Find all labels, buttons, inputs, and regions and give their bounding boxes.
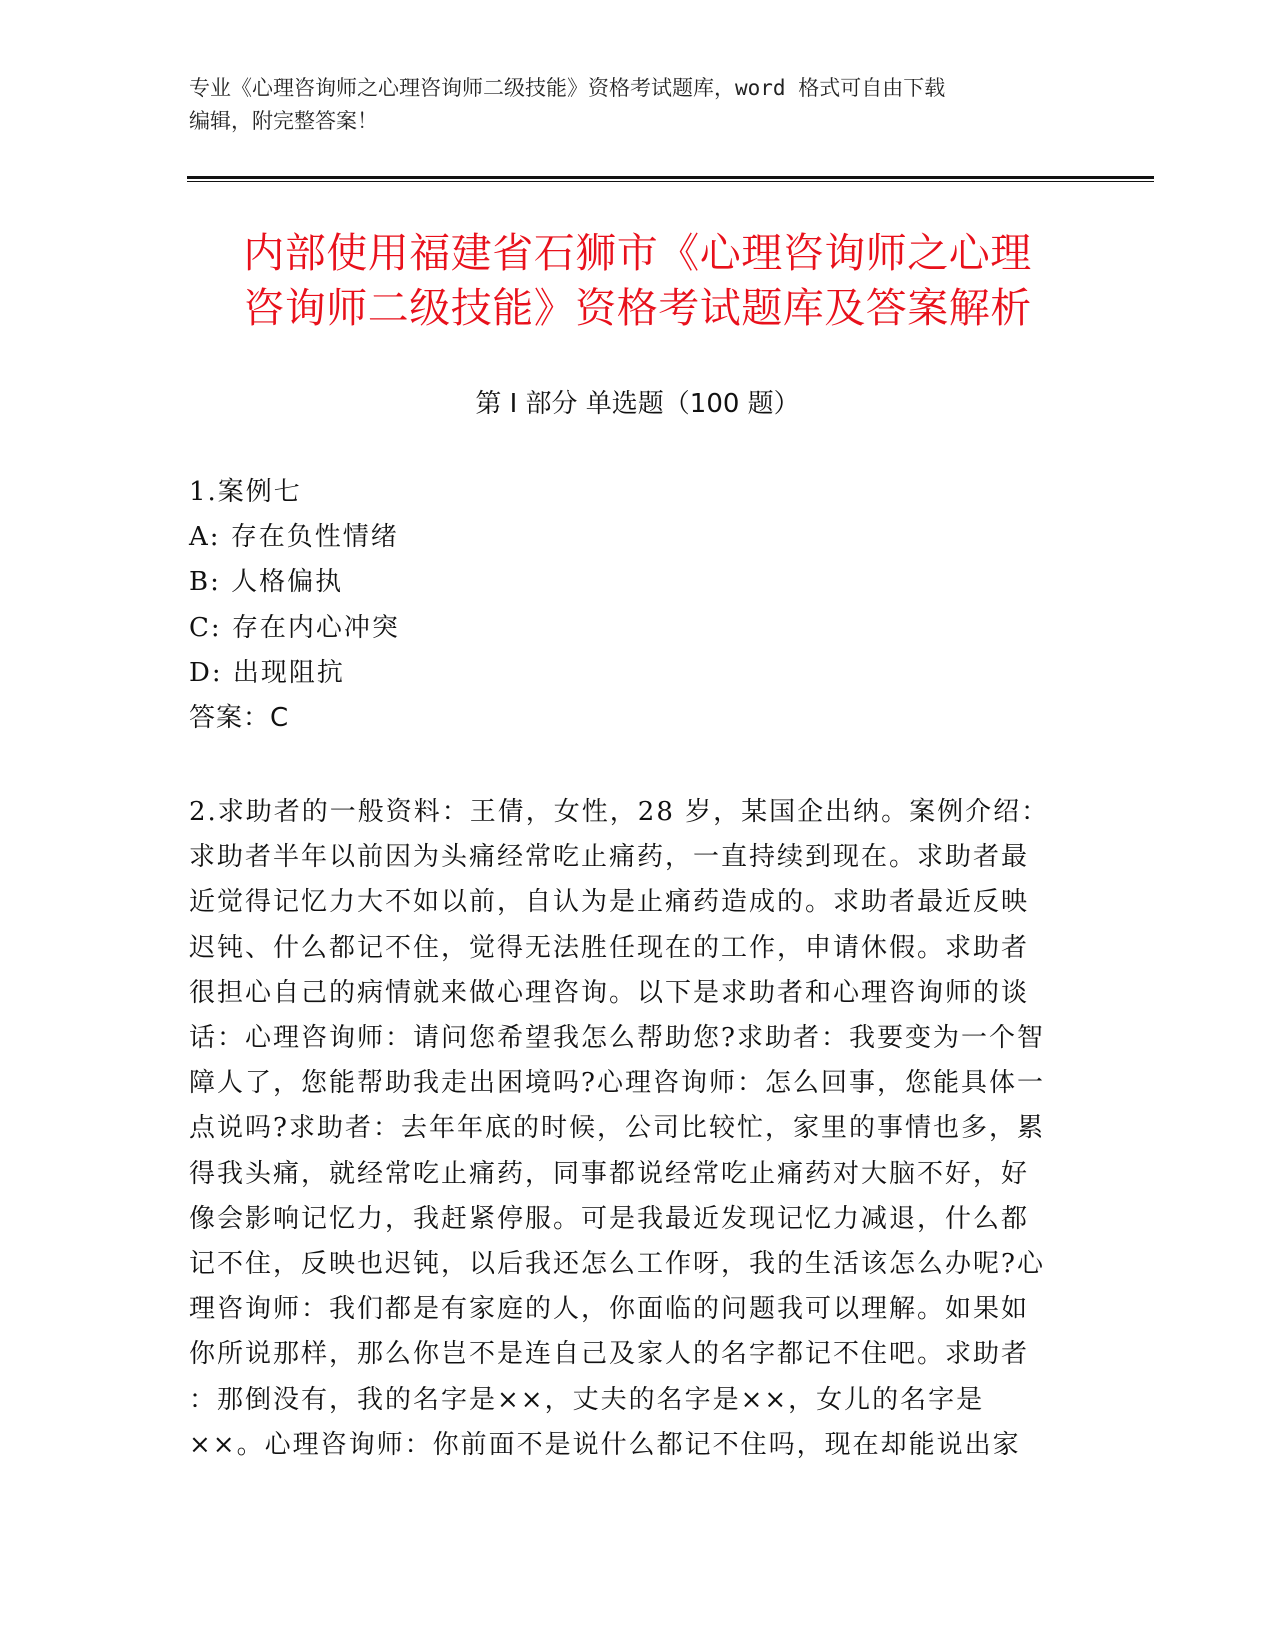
question-text-line: ××。心理咨询师：你前面不是说什么都记不住吗，现在却能说出家 (189, 1429, 1021, 1460)
document-title (150, 226, 1125, 336)
question-text-line: 话：心理咨询师：请问您希望我怎么帮助您?求助者：我要变为一个智 (189, 1023, 1045, 1054)
option-d: D: 出现阻抗 (189, 657, 345, 688)
question-stem: 1.案例七 (189, 477, 302, 507)
question-text-line: 理咨询师：我们都是有家庭的人，你面临的问题我可以理解。如果如 (189, 1294, 1030, 1325)
document-title-line-1: 内部使用福建省石狮市《心理咨询师之心理 (243, 229, 1032, 277)
document-header-note (189, 72, 1069, 138)
question-text-line: 近觉得记忆力大不如以前，自认为是止痛药造成的。求助者最近反映 (189, 887, 1030, 918)
header-divider-thick (187, 176, 1154, 179)
question-text-line: ：那倒没有，我的名字是××，丈夫的名字是××，女儿的名字是 (189, 1384, 985, 1415)
document-title-line-2: 咨询师二级技能》资格考试题库及答案解析 (243, 284, 1032, 332)
section-heading: 第 I 部分 单选题（100 题） (475, 389, 800, 419)
question-text-line: 你所说那样，那么你岂不是连自己及家人的名字都记不住吧。求助者 (189, 1339, 1030, 1370)
option-a: A: 存在负性情绪 (189, 522, 399, 553)
answer-label: 答案：C (189, 703, 290, 734)
question-text-line: 2.求助者的一般资料：王倩，女性，28 岁，某国企出纳。案例介绍： (189, 797, 1050, 827)
question-1 (189, 470, 1089, 741)
option-c: C: 存在内心冲突 (189, 612, 400, 643)
question-text-line: 障人了，您能帮助我走出困境吗?心理咨询师：怎么回事，您能具体一 (189, 1068, 1045, 1099)
question-text-line: 求助者半年以前因为头痛经常吃止痛药，一直持续到现在。求助者最 (189, 842, 1030, 873)
question-text-line: 得我头痛，就经常吃止痛药，同事都说经常吃止痛药对大脑不好，好 (189, 1158, 1030, 1189)
question-text-line: 像会影响记忆力，我赶紧停服。可是我最近发现记忆力减退，什么都 (189, 1203, 1030, 1234)
question-text-line: 记不住，反映也迟钝，以后我还怎么工作呀，我的生活该怎么办呢?心 (189, 1249, 1045, 1280)
option-b: B: 人格偏执 (189, 567, 344, 598)
question-text-line: 点说吗?求助者：去年年底的时候，公司比较忙，家里的事情也多，累 (189, 1113, 1045, 1144)
header-note-line-1: 专业《心理咨询师之心理咨询师二级技能》资格考试题库，word 格式可自由下载 (189, 76, 946, 100)
header-note-line-2: 编辑，附完整答案！ (189, 109, 378, 133)
header-divider-thin (187, 181, 1154, 182)
question-text-line: 很担心自己的病情就来做心理咨询。以下是求助者和心理咨询师的谈 (189, 977, 1030, 1008)
question-2 (189, 790, 1089, 1468)
question-text-line: 迟钝、什么都记不住，觉得无法胜任现在的工作，申请休假。求助者 (189, 932, 1030, 963)
